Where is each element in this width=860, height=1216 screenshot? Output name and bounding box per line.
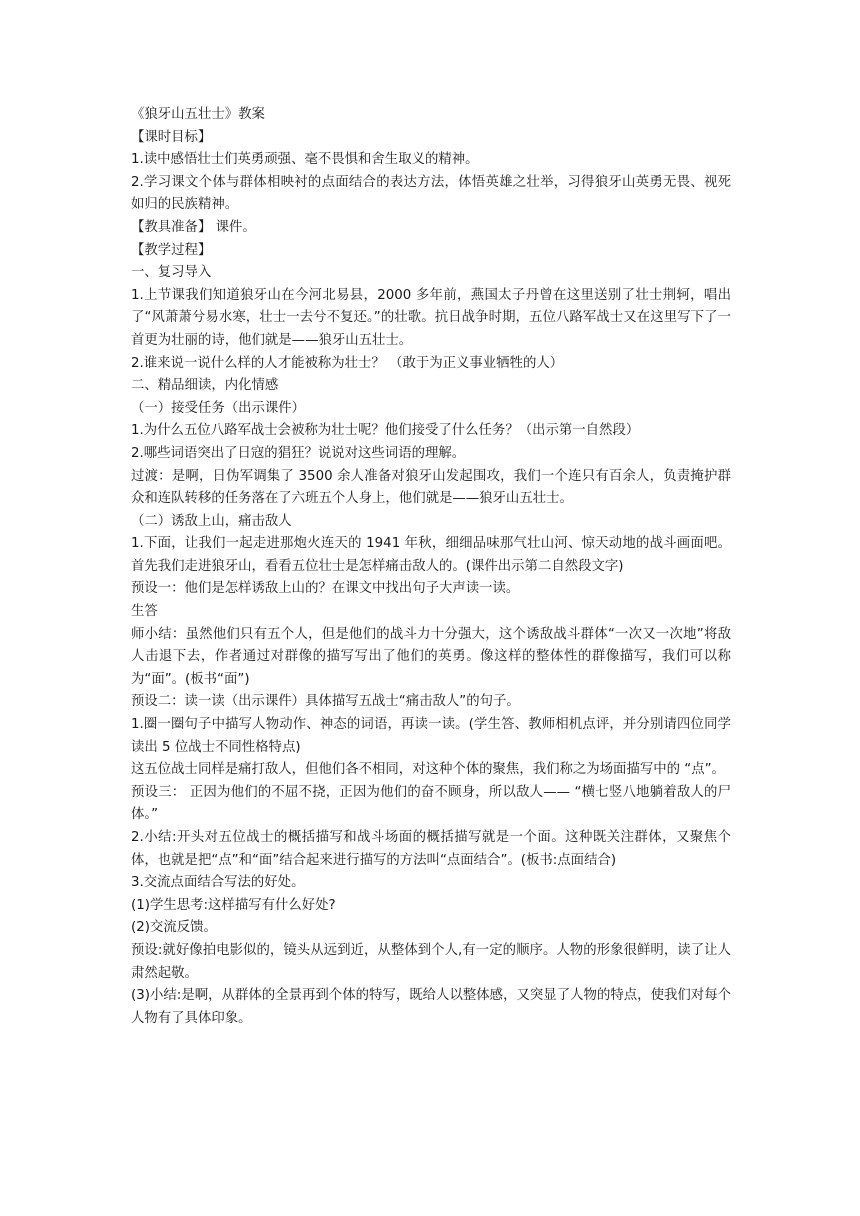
paragraph: 预设二：读一读（出示课件）具体描写五战士“痛击敌人”的句子。: [131, 694, 520, 710]
paragraph: 这五位战士同样是痛打敌人，但他们各不相同，对这种个体的聚焦，我们称之为场面描写中的 “点”。: [131, 762, 725, 778]
paragraph: 1.下面，让我们一起走进那炮火连天的 1941 年秋，细细品味那气壮山河、惊天动地的战斗画面吧。首先我们走进狼牙山，看看五位壮士是怎样痛击敌人的。(课件出示第二自然段文字): [131, 536, 731, 574]
paragraph: 1.为什么五位八路军战士会被称为壮士呢？他们接受了什么任务？（出示第一自然段）: [131, 423, 640, 439]
subsection-heading: 二、精品细读，内化情感: [131, 378, 279, 394]
paragraph: 过渡：是啊，日伪军调集了 3500 余人准备对狼牙山发起围攻，我们一个连只有百余人，负责掩护群众和连队转移的任务落在了六班五个人身上，他们就是——狼牙山五壮士。: [131, 468, 731, 507]
paragraph: 预设:就好像拍电影似的，镜头从远到近，从整体到个人,有一定的顺序。人物的形象很鲜明，读了让人肃然起敬。: [131, 942, 731, 981]
section-heading-objectives: 【课时目标】: [131, 129, 212, 145]
section-heading-materials: 【教具准备】 课件。: [131, 219, 256, 235]
paragraph: (1)学生思考:这样描写有什么好处?: [131, 897, 336, 913]
document-title: 《狼牙山五壮士》教案: [131, 107, 265, 122]
paragraph: 1.读中感悟壮士们英勇顽强、毫不畏惧和舍生取义的精神。: [131, 152, 479, 168]
paragraph: (2)交流反馈。: [131, 920, 217, 936]
subsection-heading: 一、复习导入: [131, 265, 212, 281]
subsection-heading: （二）诱敌上山，痛击敌人: [131, 513, 292, 529]
paragraph: 1.上节课我们知道狼牙山在今河北易县，2000 多年前，燕国太子丹曾在这里送别了壮士荆轲，唱出了“风萧萧兮易水寒，壮士一去兮不复还。”的壮歌。抗日战争时期，五位八路军战士又在这里写下了一首更为壮丽的诗，他们就是——狼牙山五壮士。: [131, 287, 731, 348]
paragraph: 2.谁来说一说什么样的人才能被称为壮士？ （敢于为正义事业牺牲的人）: [131, 355, 564, 371]
paragraph: 师小结：虽然他们只有五个人，但是他们的战斗力十分强大，这个诱敌战斗群体“一次又一次地”将敌人击退下去，作者通过对群像的描写写出了他们的英勇。像这样的整体性的群像描写，我们可以称为“面”。(板书“面”): [131, 626, 731, 687]
paragraph: 3.交流点面结合写法的好处。: [131, 875, 305, 891]
paragraph: 2.学习课文个体与群体相映衬的点面结合的表达方法，体悟英雄之壮举，习得狼牙山英勇无畏、视死如归的民族精神。: [131, 174, 731, 213]
subsection-heading: （一）接受任务（出示课件）: [131, 400, 306, 416]
paragraph: 1.圈一圈句子中描写人物动作、神态的词语，再读一读。(学生答、教师相机点评，并分别请四位同学读出 5 位战士不同性格特点): [131, 717, 731, 755]
paragraph: 2.小结:开头对五位战士的概括描写和战斗场面的概括描写就是一个面。这种既关注群体，又聚焦个体，也就是把“点”和“面”结合起来进行描写的方法叫“点面结合”。(板书:点面结合): [131, 830, 731, 868]
paragraph: (3)小结:是啊，从群体的全景再到个体的特写，既给人以整体感，又突显了人物的特点，使我们对每个人物有了具体印象。: [131, 988, 731, 1026]
paragraph: 预设一：他们是怎样诱敌上山的？在课文中找出句子大声读一读。: [131, 581, 520, 597]
paragraph: 2.哪些词语突出了日寇的猖狂？说说对这些词语的理解。: [131, 445, 466, 461]
section-heading-process: 【教学过程】: [131, 242, 212, 258]
paragraph: 预设三： 正因为他们的不屈不挠，正因为他们的奋不顾身，所以敌人—— “横七竖八地躺着敌人的尸体。”: [131, 784, 731, 823]
lesson-plan-document: [131, 104, 731, 1030]
paragraph: 生答: [131, 604, 158, 620]
